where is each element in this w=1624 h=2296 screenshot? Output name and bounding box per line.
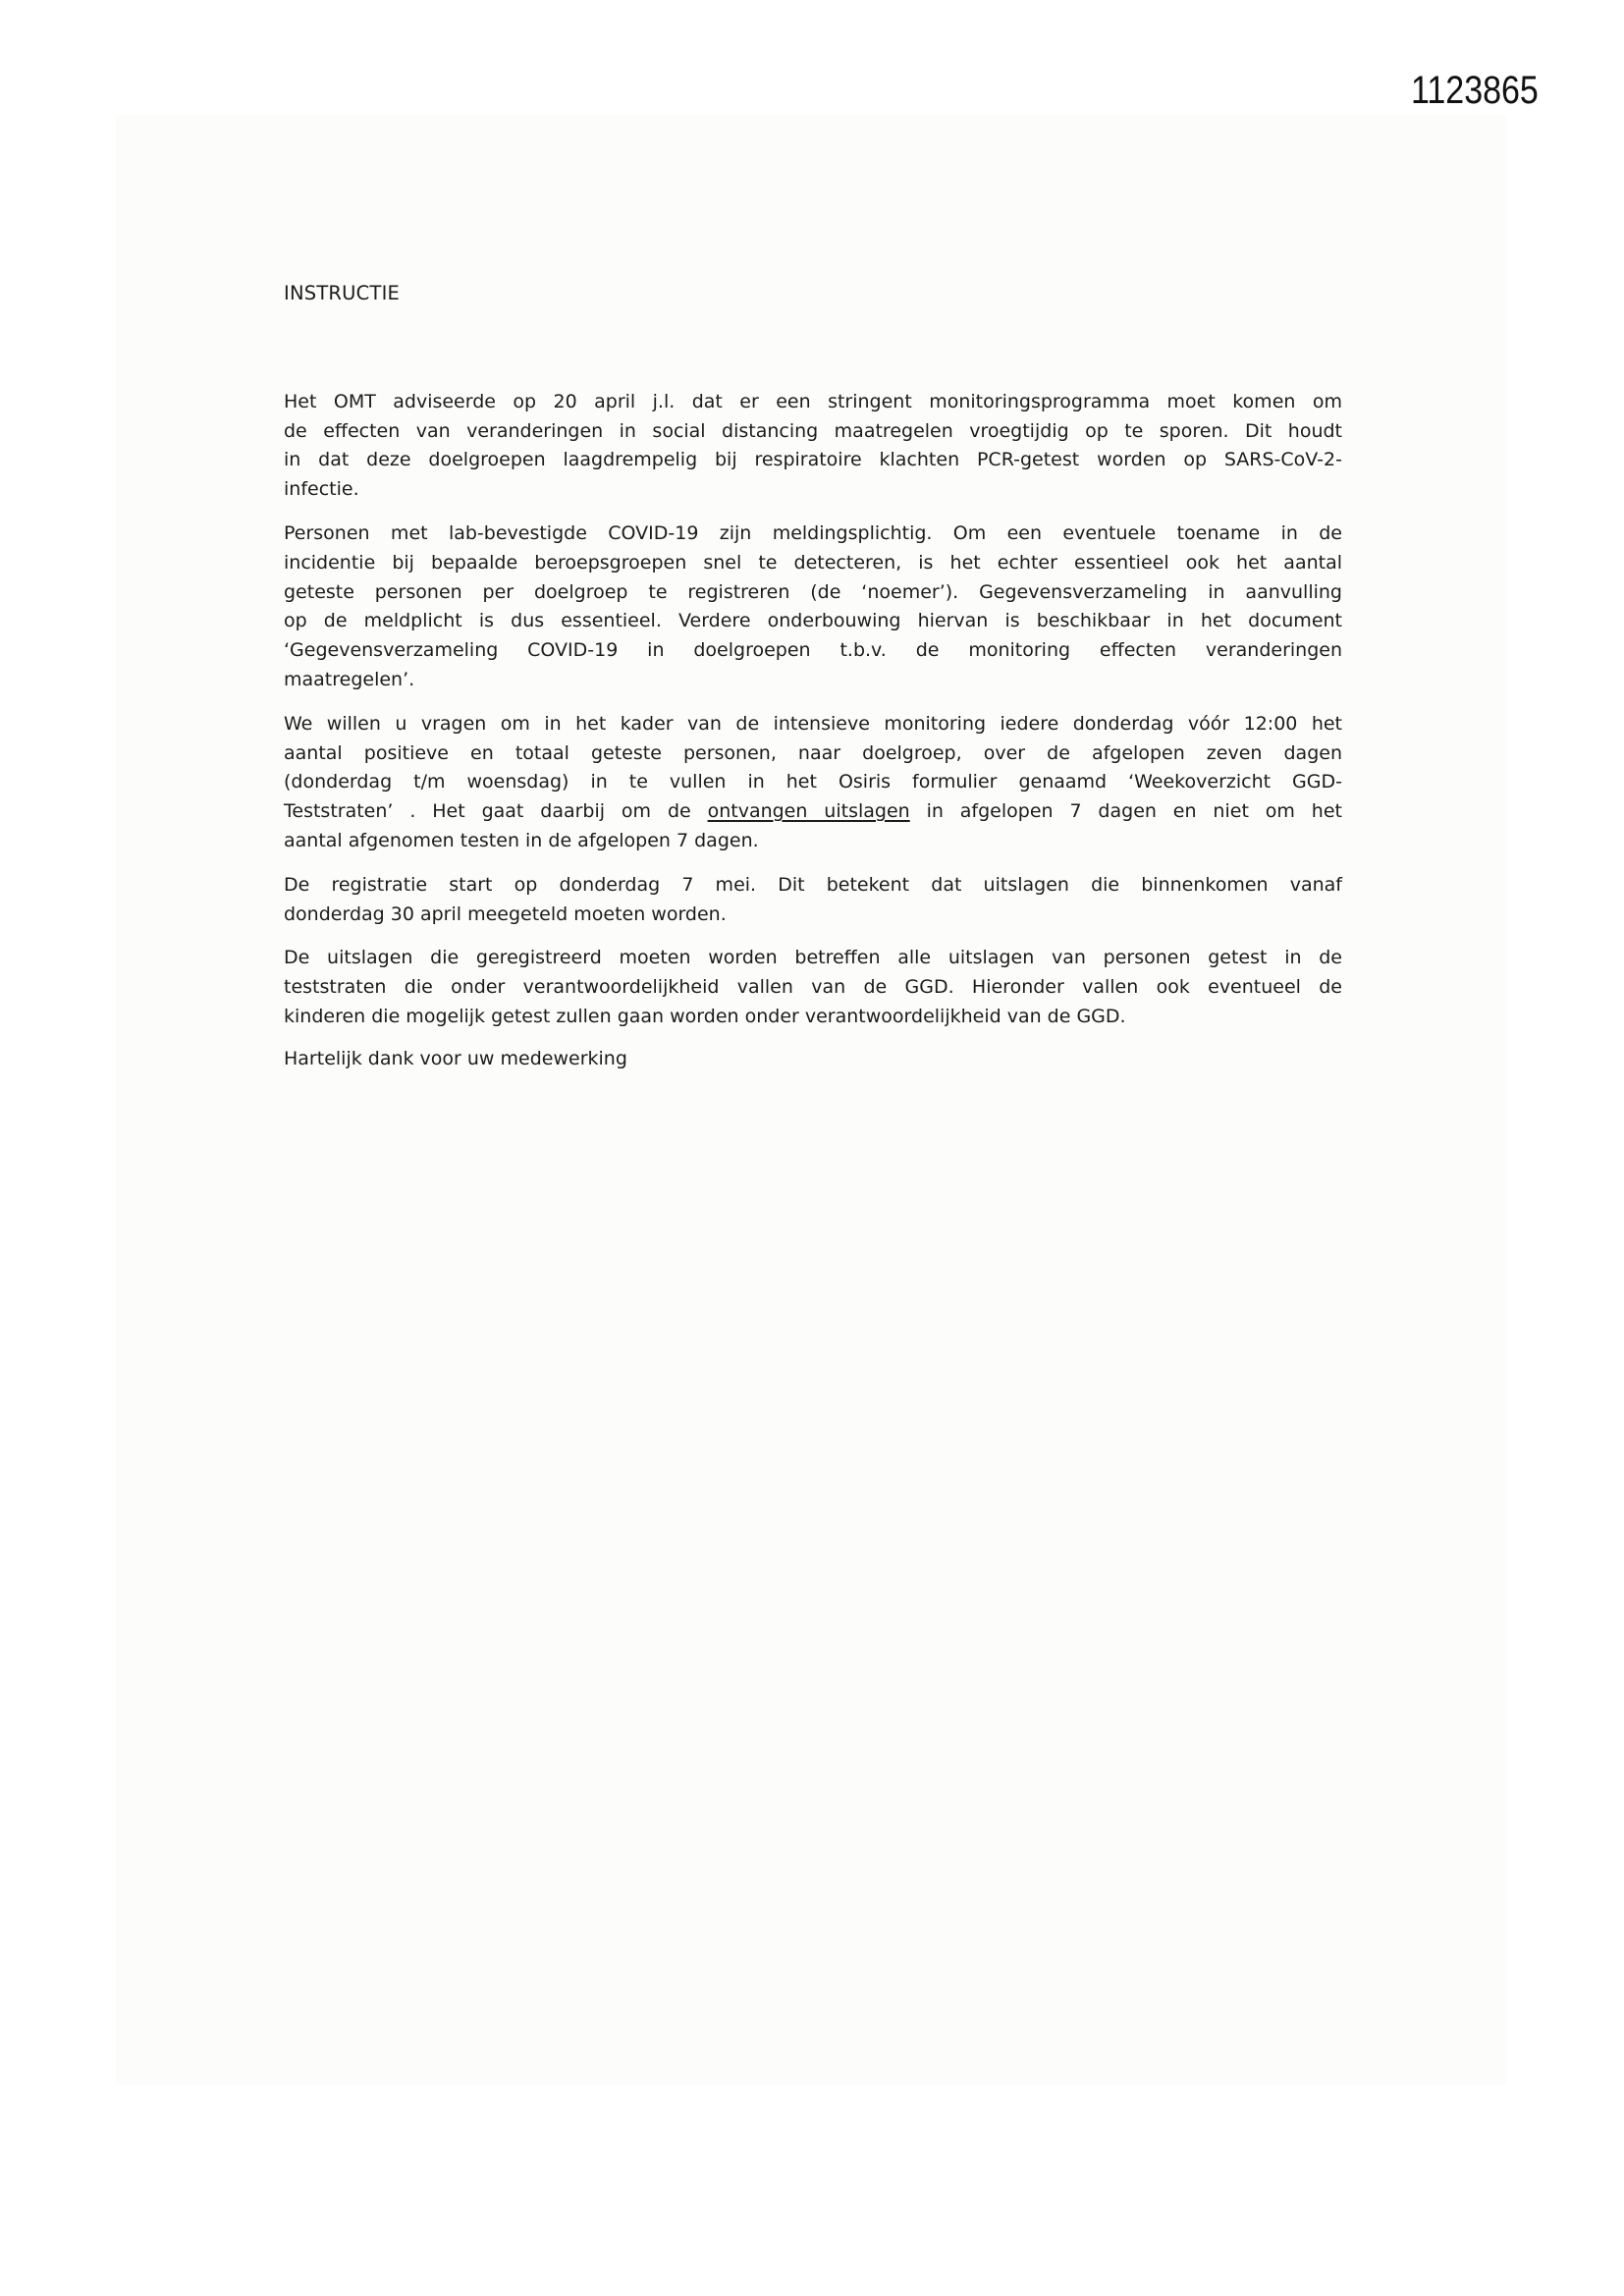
document-body (284, 279, 1342, 1074)
text-line: kinderen die mogelijk getest zullen gaan worden onder verantwoordelijkheid van de GGD. (284, 1005, 1126, 1027)
text-line: donderdag 30 april meegeteld moeten worden. (284, 902, 727, 925)
paragraph (284, 944, 1342, 1031)
text-line: (donderdag t/m woensdag) in te vullen in het Osiris formulier genaamd ‘Weekoverzicht GGD- (284, 771, 1342, 793)
text-line: We willen u vragen om in het kader van de intensieve monitoring iedere donderdag vóór 12:00 het (284, 712, 1342, 735)
paragraph (284, 710, 1342, 856)
text-line: ‘Gegevensverzameling COVID-19 in doelgroepen t.b.v. de monitoring effecten veranderingen (284, 639, 1342, 662)
document-stamp-number: 1123865 (1411, 69, 1539, 112)
text-line: De registratie start op donderdag 7 mei. Dit betekent dat uitslagen die binnenkomen vanaf (284, 873, 1342, 896)
closing-line: Hartelijk dank voor uw medewerking (284, 1047, 627, 1069)
text-line: incidentie bij bepaalde beroepsgroepen snel te detecteren, is het echter essentieel ook het aantal (284, 551, 1342, 574)
text-line: Personen met lab-bevestigde COVID-19 zijn meldingsplichtig. Om een eventuele toename in de (284, 521, 1342, 544)
text-line: geteste personen per doelgroep te registreren (de ‘noemer’). Gegevensverzameling in aanvulling (284, 580, 1342, 603)
text-line: op de meldplicht is dus essentieel. Verdere onderbouwing hiervan is beschikbaar in het document (284, 610, 1342, 632)
text-line: aantal positieve en totaal geteste personen, naar doelgroep, over de afgelopen zeven dagen (284, 741, 1342, 764)
text-line: De uitslagen die geregistreerd moeten worden betreffen alle uitslagen van personen getest in de (284, 947, 1342, 969)
text-line: maatregelen’. (284, 668, 415, 690)
text-line: infectie. (284, 478, 359, 501)
text-line: Het OMT adviseerde op 20 april j.l. dat er een stringent monitoringsprogramma moet komen om (284, 390, 1342, 412)
text-line: Teststraten’ . Het gaat daarbij om de ontvangen uitslagen in afgelopen 7 dagen en niet om het (284, 800, 1342, 823)
underlined-phrase: ontvangen uitslagen (707, 800, 910, 823)
paragraph (284, 519, 1342, 695)
text-line: de effecten van veranderingen in social distancing maatregelen vroegtijdig op te sporen. Dit houdt (284, 419, 1342, 442)
text-line: in dat deze doelgroepen laagdrempelig bij respiratoire klachten PCR-getest worden op SARS-CoV-2- (284, 449, 1342, 471)
paragraphs (284, 388, 1342, 1032)
paragraph (284, 388, 1342, 505)
text-line: aantal afgenomen testen in de afgelopen 7 dagen. (284, 829, 759, 851)
document-heading: INSTRUCTIE (284, 282, 401, 304)
text-line: teststraten die onder verantwoordelijkheid vallen van de GGD. Hieronder vallen ook eventueel de (284, 976, 1342, 999)
paragraph (284, 871, 1342, 930)
